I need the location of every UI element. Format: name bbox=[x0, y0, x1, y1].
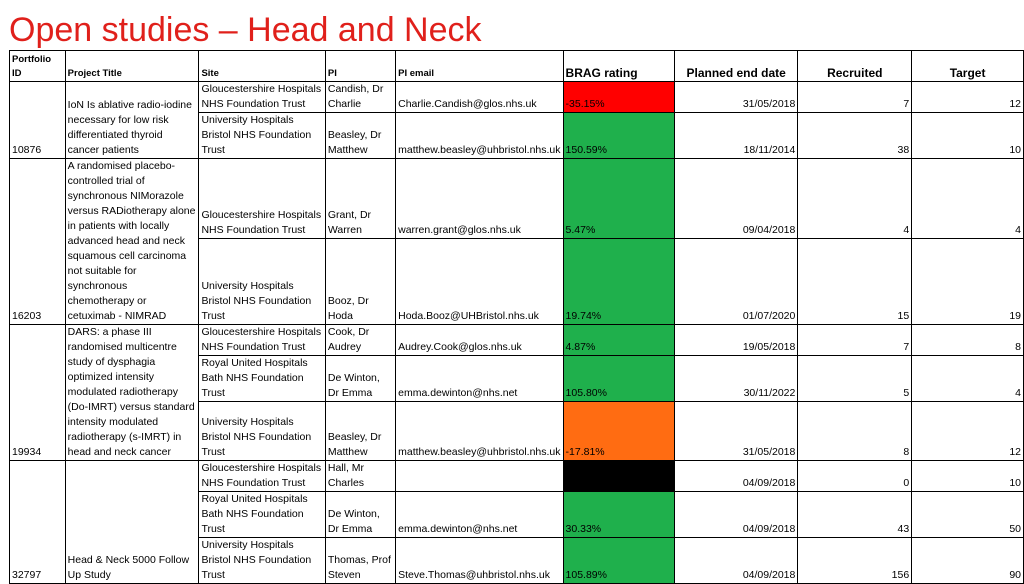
target-cell: 12 bbox=[912, 82, 1024, 113]
table-row bbox=[10, 159, 1024, 239]
planned-end-date-cell: 09/04/2018 bbox=[675, 159, 798, 239]
site-cell: University Hospitals Bristol NHS Foundation Trust bbox=[199, 238, 325, 324]
planned-end-date-cell: 04/09/2018 bbox=[675, 492, 798, 538]
studies-table bbox=[9, 50, 1024, 584]
recruited-cell: 7 bbox=[798, 82, 912, 113]
header-site: Site bbox=[199, 51, 325, 82]
target-cell: 4 bbox=[912, 356, 1024, 402]
brag-rating-cell: 30.33% bbox=[563, 492, 674, 538]
target-cell: 12 bbox=[912, 402, 1024, 461]
brag-rating-cell: 19.74% bbox=[563, 238, 674, 324]
pi-cell: Cook, Dr Audrey bbox=[325, 325, 395, 356]
brag-rating-cell: 150.59% bbox=[563, 113, 674, 159]
recruited-cell: 38 bbox=[798, 113, 912, 159]
planned-end-date-cell: 01/07/2020 bbox=[675, 238, 798, 324]
pi-email-cell[interactable]: Steve.Thomas@uhbristol.nhs.uk bbox=[396, 538, 563, 584]
brag-rating-cell: -53.32% bbox=[563, 461, 674, 492]
site-cell: University Hospitals Bristol NHS Foundation Trust bbox=[199, 113, 325, 159]
pi-email-cell[interactable]: emma.dewinton@nhs.net bbox=[396, 492, 563, 538]
pi-email-cell[interactable]: matthew.beasley@uhbristol.nhs.uk bbox=[396, 402, 563, 461]
target-cell: 4 bbox=[912, 159, 1024, 239]
header-brag-rating: BRAG rating bbox=[563, 51, 674, 82]
site-cell: Gloucestershire Hospitals NHS Foundation Trust bbox=[199, 159, 325, 239]
header-portfolio-id: Portfolio ID bbox=[10, 51, 66, 82]
recruited-cell: 15 bbox=[798, 238, 912, 324]
planned-end-date-cell: 31/05/2018 bbox=[675, 82, 798, 113]
planned-end-date-cell: 19/05/2018 bbox=[675, 325, 798, 356]
planned-end-date-cell: 31/05/2018 bbox=[675, 402, 798, 461]
pi-cell: Candish, Dr Charlie bbox=[325, 82, 395, 113]
target-cell: 90 bbox=[912, 538, 1024, 584]
site-cell: Royal United Hospitals Bath NHS Foundation Trust bbox=[199, 356, 325, 402]
pi-cell: Beasley, Dr Matthew bbox=[325, 402, 395, 461]
header-planned-end-date: Planned end date bbox=[675, 51, 798, 82]
table-row bbox=[10, 325, 1024, 356]
recruited-cell: 0 bbox=[798, 461, 912, 492]
recruited-cell: 5 bbox=[798, 356, 912, 402]
table-row bbox=[10, 82, 1024, 113]
site-cell: Royal United Hospitals Bath NHS Foundation Trust bbox=[199, 492, 325, 538]
target-cell: 19 bbox=[912, 238, 1024, 324]
portfolio-id-cell: 32797 bbox=[10, 461, 66, 584]
pi-email-cell[interactable]: Audrey.Cook@glos.nhs.uk bbox=[396, 325, 563, 356]
header-target: Target bbox=[912, 51, 1024, 82]
brag-rating-cell: 105.89% bbox=[563, 538, 674, 584]
recruited-cell: 156 bbox=[798, 538, 912, 584]
pi-email-cell[interactable]: Hoda.Booz@UHBristol.nhs.uk bbox=[396, 238, 563, 324]
pi-email-cell[interactable]: warren.grant@glos.nhs.uk bbox=[396, 159, 563, 239]
pi-cell: Thomas, Prof Steven bbox=[325, 538, 395, 584]
brag-rating-cell: 105.80% bbox=[563, 356, 674, 402]
recruited-cell: 4 bbox=[798, 159, 912, 239]
target-cell: 10 bbox=[912, 113, 1024, 159]
pi-cell: Beasley, Dr Matthew bbox=[325, 113, 395, 159]
project-title-cell: A randomised placebo-controlled trial of synchronous NIMorazole versus RADiotherapy alone in patients with locally advanced head and neck squamous cell carcinoma not suitable for synchronous chemotherapy or cetuximab - NIMRAD bbox=[65, 159, 199, 325]
header-row bbox=[10, 51, 1024, 82]
site-cell: University Hospitals Bristol NHS Foundation Trust bbox=[199, 402, 325, 461]
brag-rating-cell: 4.87% bbox=[563, 325, 674, 356]
planned-end-date-cell: 18/11/2014 bbox=[675, 113, 798, 159]
site-cell: Gloucestershire Hospitals NHS Foundation Trust bbox=[199, 461, 325, 492]
page-title: Open studies – Head and Neck bbox=[9, 11, 482, 49]
project-title-cell: IoN Is ablative radio-iodine necessary for low risk differentiated thyroid cancer patients bbox=[65, 82, 199, 159]
pi-cell: Booz, Dr Hoda bbox=[325, 238, 395, 324]
recruited-cell: 7 bbox=[798, 325, 912, 356]
recruited-cell: 8 bbox=[798, 402, 912, 461]
target-cell: 8 bbox=[912, 325, 1024, 356]
target-cell: 50 bbox=[912, 492, 1024, 538]
recruited-cell: 43 bbox=[798, 492, 912, 538]
planned-end-date-cell: 04/09/2018 bbox=[675, 538, 798, 584]
pi-cell: De Winton, Dr Emma bbox=[325, 492, 395, 538]
pi-cell: De Winton, Dr Emma bbox=[325, 356, 395, 402]
pi-email-cell[interactable]: matthew.beasley@uhbristol.nhs.uk bbox=[396, 113, 563, 159]
site-cell: Gloucestershire Hospitals NHS Foundation Trust bbox=[199, 82, 325, 113]
project-title-cell: Head & Neck 5000 Follow Up Study bbox=[65, 461, 199, 584]
header-recruited: Recruited bbox=[798, 51, 912, 82]
brag-rating-cell: -35.15% bbox=[563, 82, 674, 113]
header-pi: PI bbox=[325, 51, 395, 82]
pi-cell: Grant, Dr Warren bbox=[325, 159, 395, 239]
header-pi-email: PI email bbox=[396, 51, 563, 82]
site-cell: University Hospitals Bristol NHS Foundation Trust bbox=[199, 538, 325, 584]
target-cell: 10 bbox=[912, 461, 1024, 492]
brag-rating-cell: -17.81% bbox=[563, 402, 674, 461]
portfolio-id-cell: 16203 bbox=[10, 159, 66, 325]
portfolio-id-cell: 10876 bbox=[10, 82, 66, 159]
site-cell: Gloucestershire Hospitals NHS Foundation Trust bbox=[199, 325, 325, 356]
pi-email-cell[interactable]: Charlie.Candish@glos.nhs.uk bbox=[396, 82, 563, 113]
pi-email-cell[interactable]: emma.dewinton@nhs.net bbox=[396, 356, 563, 402]
planned-end-date-cell: 04/09/2018 bbox=[675, 461, 798, 492]
table-row bbox=[10, 461, 1024, 492]
pi-cell: Hall, Mr Charles bbox=[325, 461, 395, 492]
pi-email-cell[interactable] bbox=[396, 461, 563, 492]
portfolio-id-cell: 19934 bbox=[10, 325, 66, 461]
brag-rating-cell: 5.47% bbox=[563, 159, 674, 239]
project-title-cell: DARS: a phase III randomised multicentre study of dysphagia optimized intensity modulated radiotherapy (Do-IMRT) versus standard intensity modulated radiotherapy (s-IMRT) in head and neck cancer bbox=[65, 325, 199, 461]
header-project-title: Project Title bbox=[65, 51, 199, 82]
planned-end-date-cell: 30/11/2022 bbox=[675, 356, 798, 402]
